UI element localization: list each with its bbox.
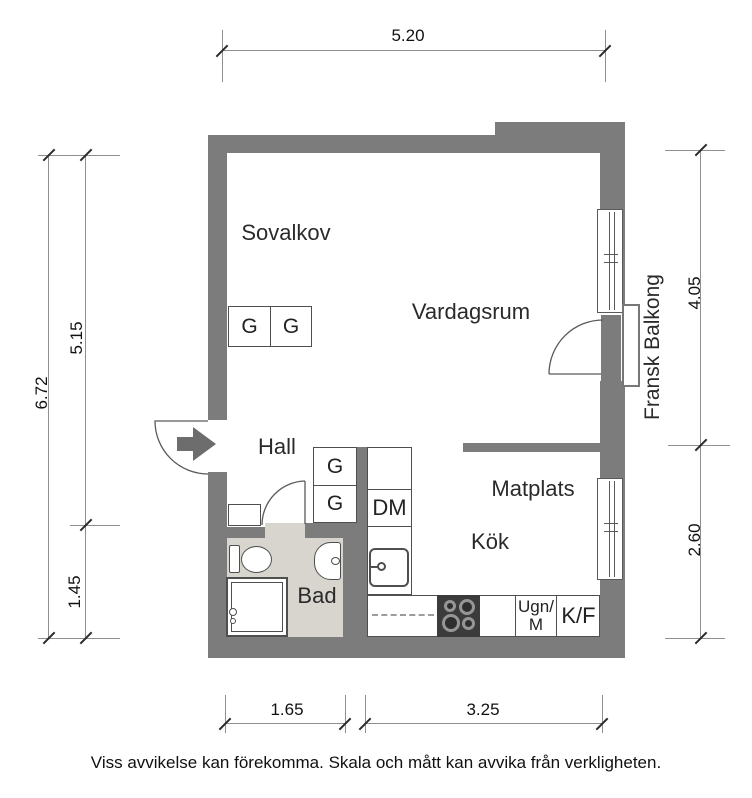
dim-line-left-lower — [85, 525, 86, 638]
oven-microwave-label-line2: M — [528, 615, 544, 634]
dim-bottom-left: 1.65 — [270, 700, 304, 719]
dim-line-bottom-right — [365, 723, 602, 724]
french-balcony-label: Fransk Balkong — [641, 274, 664, 420]
room-label-sovalkov: Sovalkov — [241, 220, 331, 245]
dim-connector — [38, 638, 120, 639]
dim-extension-line — [225, 695, 226, 733]
dim-left-upper: 5.15 — [67, 321, 86, 355]
dim-bottom-right: 3.25 — [466, 700, 500, 719]
dim-right-lower: 2.60 — [685, 523, 704, 557]
closet-g-label: G — [282, 314, 300, 338]
room-label-matplats: Matplats — [491, 476, 575, 501]
dim-extension-line — [605, 30, 606, 82]
disclaimer-text: Viss avvikelse kan förekomma. Skala och mått kan avvika från verkligheten. — [90, 753, 662, 772]
dim-line-top — [222, 50, 605, 51]
entrance-arrow-icon — [177, 427, 216, 461]
closet-g-label: G — [326, 454, 344, 478]
room-label-hall: Hall — [258, 434, 296, 459]
balcony-door-swing-arc — [549, 320, 603, 374]
dim-connector — [665, 150, 725, 151]
dim-connector — [70, 525, 120, 526]
room-label-vardagsrum: Vardagsrum — [411, 299, 531, 324]
dim-line-bottom-left — [225, 723, 345, 724]
fridge-freezer-label: K/F — [561, 603, 596, 628]
oven-microwave-label-line1: Ugn/ — [518, 597, 554, 617]
dishwasher-label: DM — [372, 495, 407, 520]
room-label-kok: Kök — [471, 529, 509, 554]
dim-top-width: 5.20 — [391, 26, 425, 45]
dim-extension-line — [365, 695, 366, 733]
dim-extension-line — [345, 695, 346, 733]
dim-extension-line — [222, 30, 223, 82]
bathroom-door-swing-arc — [262, 481, 305, 525]
dim-left-total: 6.72 — [32, 376, 51, 410]
dim-left-lower: 1.45 — [65, 575, 84, 609]
dim-right-upper: 4.05 — [685, 276, 704, 310]
room-label-bad: Bad — [297, 583, 337, 608]
closet-g-label: G — [241, 314, 258, 338]
closet-g-label: G — [326, 492, 344, 515]
dim-extension-line — [602, 695, 603, 733]
dim-connector — [38, 155, 120, 156]
dim-connector — [665, 638, 725, 639]
